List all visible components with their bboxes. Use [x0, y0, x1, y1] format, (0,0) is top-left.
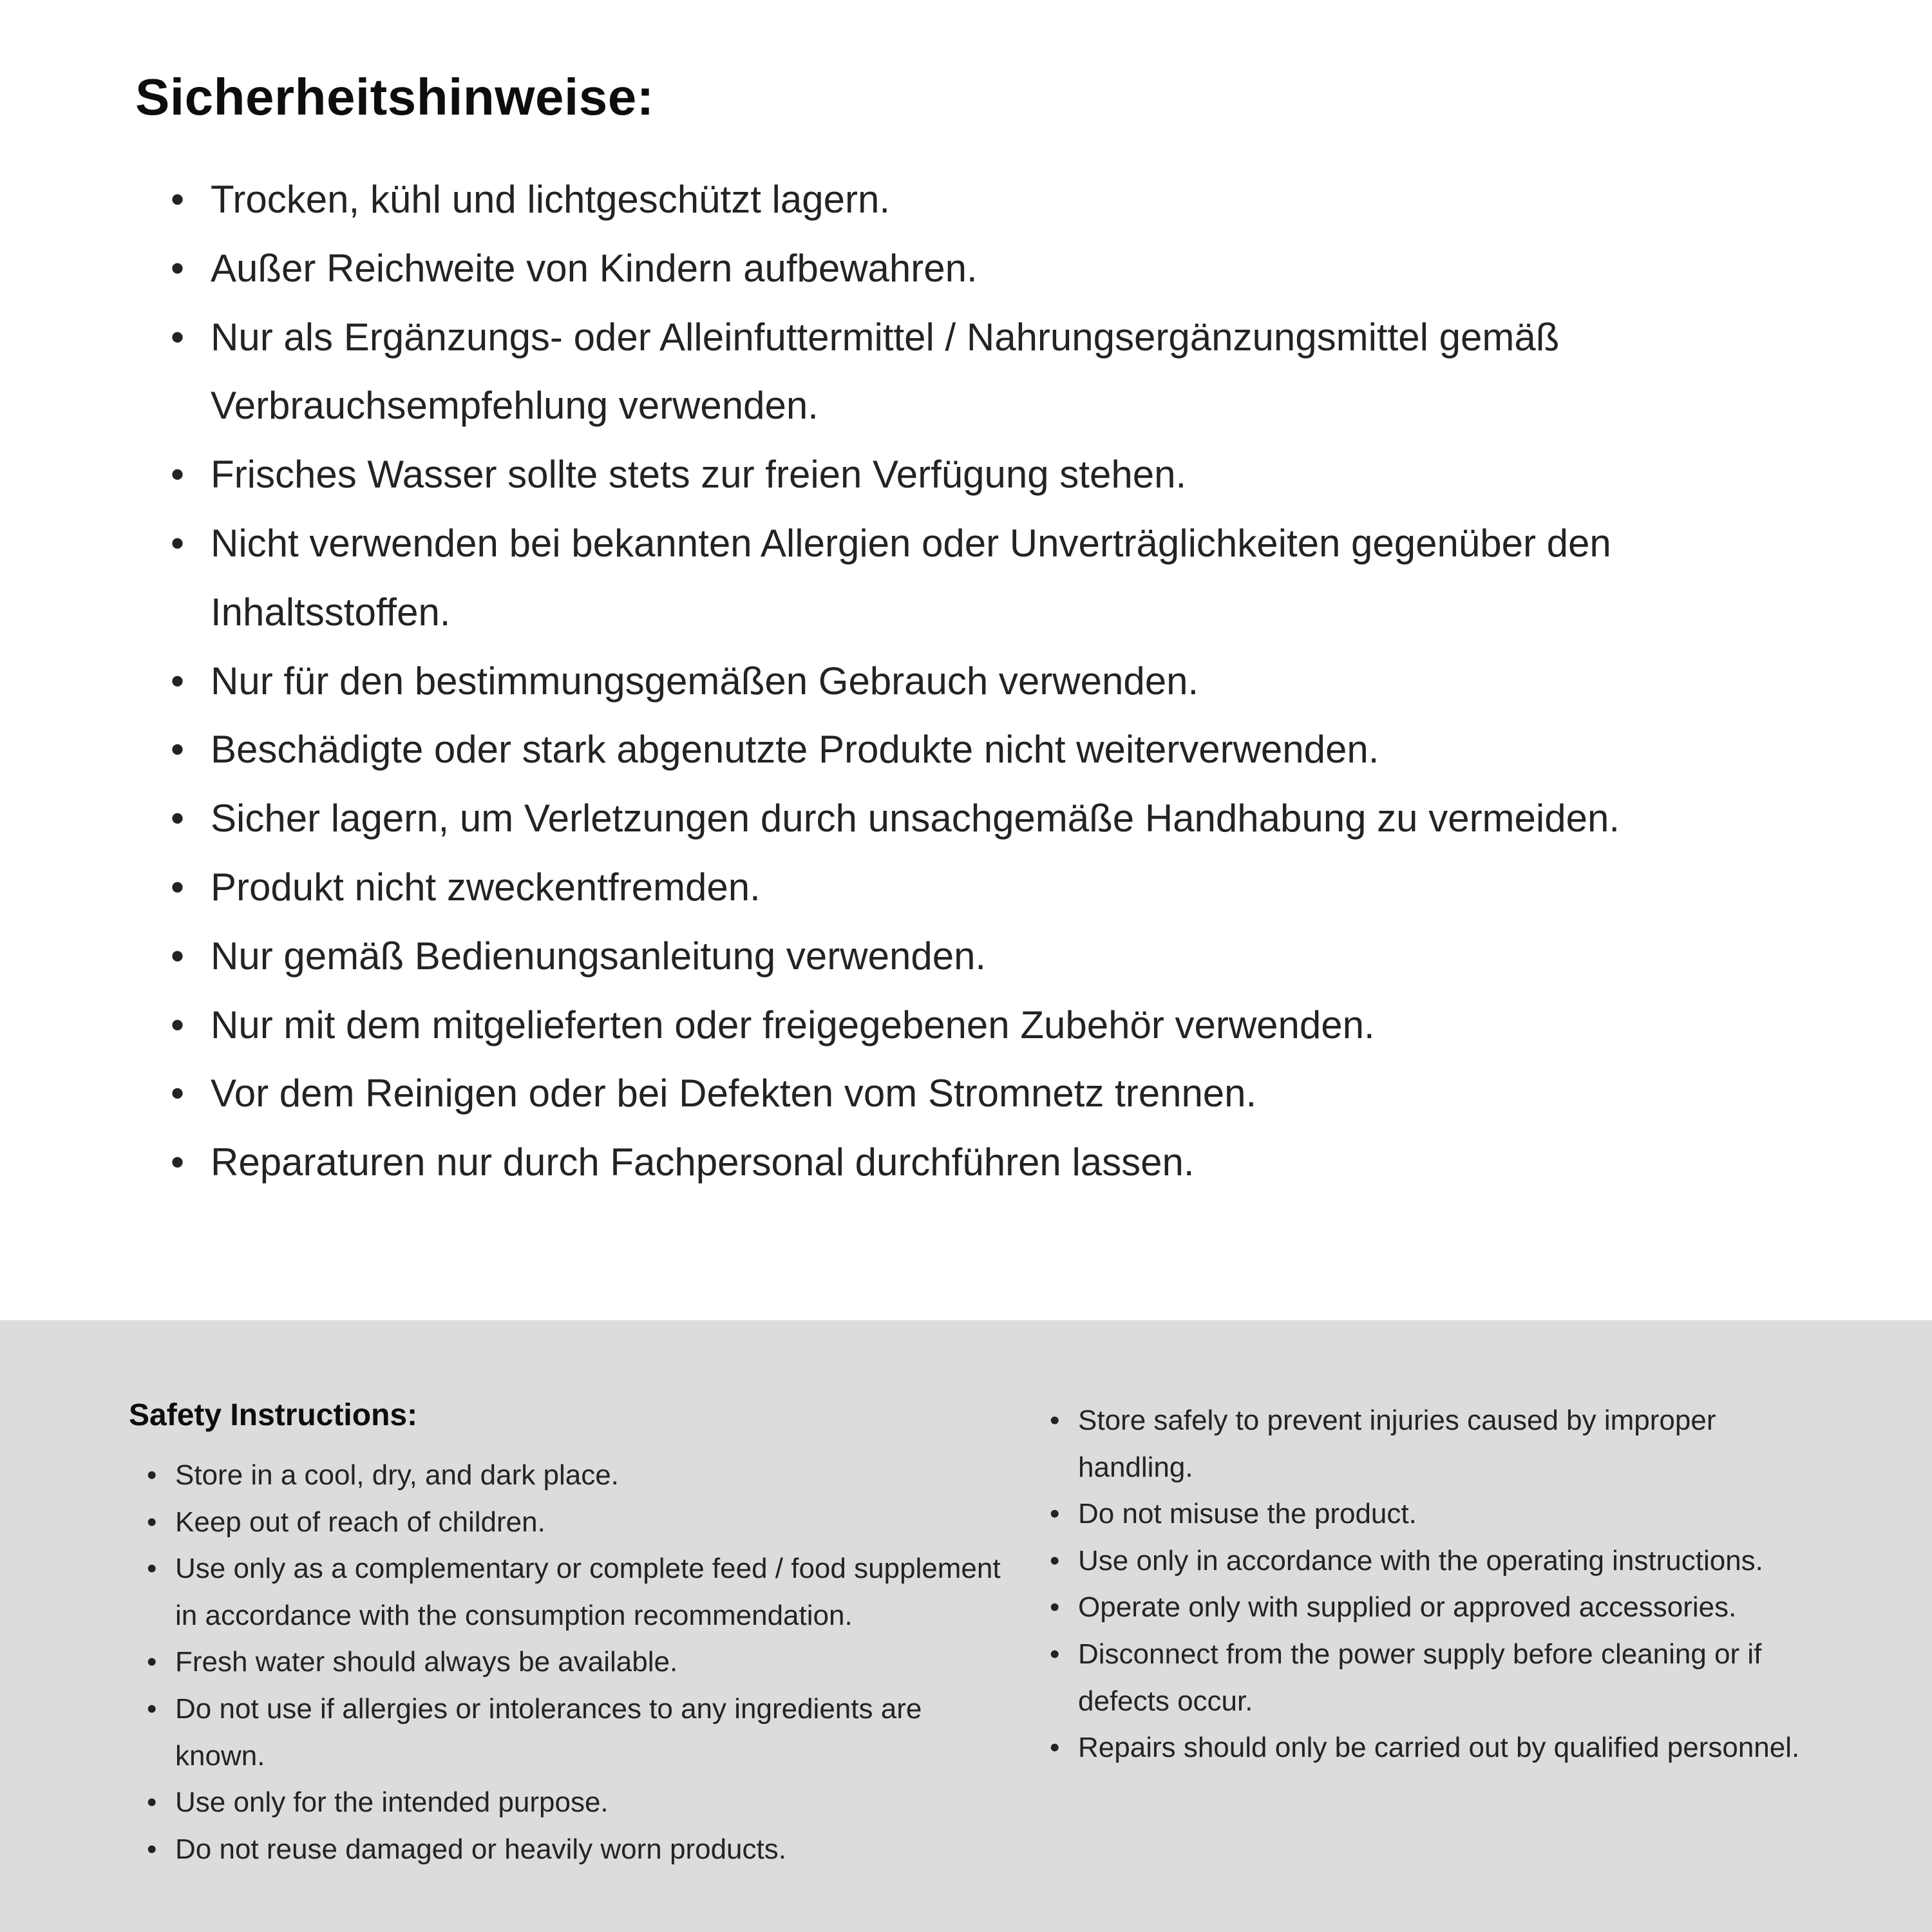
list-item-text: Keep out of reach of children.: [175, 1506, 545, 1538]
list-item-text: Vor dem Reinigen oder bei Defekten vom Stromnetz trennen.: [211, 1072, 1257, 1115]
bullet-marker: •: [1050, 1405, 1060, 1436]
list-item-text: Operate only with supplied or approved accessories.: [1078, 1591, 1737, 1624]
list-item-text: Nur gemäß Bedienungsanleitung verwenden.: [211, 934, 987, 978]
bullet-marker: •: [1050, 1732, 1060, 1764]
bullet-marker: •: [171, 865, 185, 909]
list-item-text: Use only in accordance with the operating instructions.: [1078, 1544, 1763, 1577]
bullet-marker: •: [171, 178, 185, 221]
list-item: [147, 1639, 1005, 1686]
list-item-text: Repairs should only be carried out by qualified personnel.: [1078, 1732, 1800, 1764]
list-item: [171, 1128, 1829, 1197]
list-item-text: Sicher lagern, um Verletzungen durch unsachgemäße Handhabung zu vermeiden.: [211, 797, 1620, 840]
list-item: [147, 1826, 1005, 1873]
list-item-text: Nicht verwenden bei bekannten Allergien oder Unverträglichkeiten gegenüber den Inhaltsstoffen.: [211, 521, 1611, 634]
list-item-text: Frisches Wasser sollte stets zur freien Verfügung stehen.: [211, 453, 1187, 497]
bullet-marker: •: [171, 315, 185, 359]
list-item-text: Nur mit dem mitgelieferten oder freigegebenen Zubehör verwenden.: [211, 1003, 1375, 1046]
list-item-text: Do not reuse damaged or heavily worn products.: [175, 1833, 786, 1865]
list-item-text: Do not use if allergies or intolerances to any ingredients are known.: [175, 1692, 922, 1772]
german-bullet-list: [135, 166, 1829, 1197]
bullet-marker: •: [147, 1553, 157, 1585]
list-item: [1050, 1584, 1835, 1631]
list-item: [147, 1499, 1005, 1546]
list-item: [171, 784, 1829, 853]
list-item-text: Do not misuse the product.: [1078, 1498, 1417, 1530]
list-item-text: Beschädigte oder stark abgenutzte Produkte nicht weiterverwenden.: [211, 728, 1379, 772]
list-item: [171, 234, 1829, 303]
list-item: [171, 922, 1829, 991]
list-item-text: Disconnect from the power supply before cleaning or if defects occur.: [1078, 1638, 1762, 1717]
bullet-marker: •: [1050, 1544, 1060, 1577]
list-item: [1050, 1538, 1835, 1585]
list-item-text: Trocken, kühl und lichtgeschützt lagern.: [211, 178, 891, 221]
bullet-marker: •: [147, 1506, 157, 1538]
bullet-marker: •: [171, 1003, 185, 1046]
english-left-bullet-list: [129, 1452, 1005, 1873]
bullet-marker: •: [171, 453, 185, 497]
bullet-marker: •: [1050, 1498, 1060, 1530]
list-item: [147, 1686, 1005, 1779]
list-item: [1050, 1725, 1835, 1772]
bullet-marker: •: [147, 1646, 157, 1678]
list-item: [171, 303, 1829, 441]
bullet-marker: •: [171, 728, 185, 772]
list-item: [171, 647, 1829, 716]
list-item: [1050, 1491, 1835, 1538]
english-section-title: Safety Instructions:: [129, 1398, 418, 1432]
list-item-text: Nur für den bestimmungsgemäßen Gebrauch verwenden.: [211, 659, 1199, 703]
list-item: [171, 991, 1829, 1060]
list-item: [171, 440, 1829, 509]
list-item: [171, 715, 1829, 784]
list-item: [171, 166, 1829, 234]
list-item-text: Use only as a complementary or complete feed / food supplement in accordance with the consumption recommendation.: [175, 1553, 1001, 1631]
list-item-text: Fresh water should always be available.: [175, 1646, 678, 1678]
list-item: [1050, 1631, 1835, 1725]
english-left-column: [129, 1397, 1005, 1893]
list-item-text: Use only for the intended purpose.: [175, 1786, 609, 1819]
bullet-marker: •: [171, 246, 185, 290]
english-section: [0, 1320, 1932, 1932]
list-item: [171, 853, 1829, 922]
bullet-marker: •: [1050, 1591, 1060, 1624]
list-item-text: Store in a cool, dry, and dark place.: [175, 1459, 619, 1491]
bullet-marker: •: [171, 659, 185, 703]
bullet-marker: •: [171, 1072, 185, 1115]
bullet-marker: •: [147, 1786, 157, 1819]
list-item: [1050, 1397, 1835, 1491]
list-item-text: Reparaturen nur durch Fachpersonal durchführen lassen.: [211, 1141, 1195, 1184]
bullet-marker: •: [171, 934, 185, 978]
bullet-marker: •: [147, 1459, 157, 1491]
list-item-text: Nur als Ergänzungs- oder Alleinfuttermittel / Nahrungsergänzungsmittel gemäß Verbrauchsempfehlung verwenden.: [211, 315, 1560, 428]
list-item: [147, 1779, 1005, 1826]
list-item: [147, 1546, 1005, 1639]
bullet-marker: •: [171, 521, 185, 565]
english-right-column: [1050, 1397, 1835, 1893]
bullet-marker: •: [171, 1141, 185, 1184]
list-item-text: Store safely to prevent injuries caused by improper handling.: [1078, 1405, 1716, 1483]
bullet-marker: •: [147, 1692, 157, 1725]
bullet-marker: •: [171, 797, 185, 840]
bullet-marker: •: [1050, 1638, 1060, 1670]
list-item-text: Außer Reichweite von Kindern aufbewahren.: [211, 246, 978, 290]
list-item: [171, 509, 1829, 647]
english-right-bullet-list: [1050, 1397, 1835, 1772]
list-item-text: Produkt nicht zweckentfremden.: [211, 865, 761, 909]
german-section-title: Sicherheitshinweise:: [135, 68, 654, 126]
list-item: [171, 1059, 1829, 1128]
list-item: [147, 1452, 1005, 1499]
bullet-marker: •: [147, 1833, 157, 1865]
